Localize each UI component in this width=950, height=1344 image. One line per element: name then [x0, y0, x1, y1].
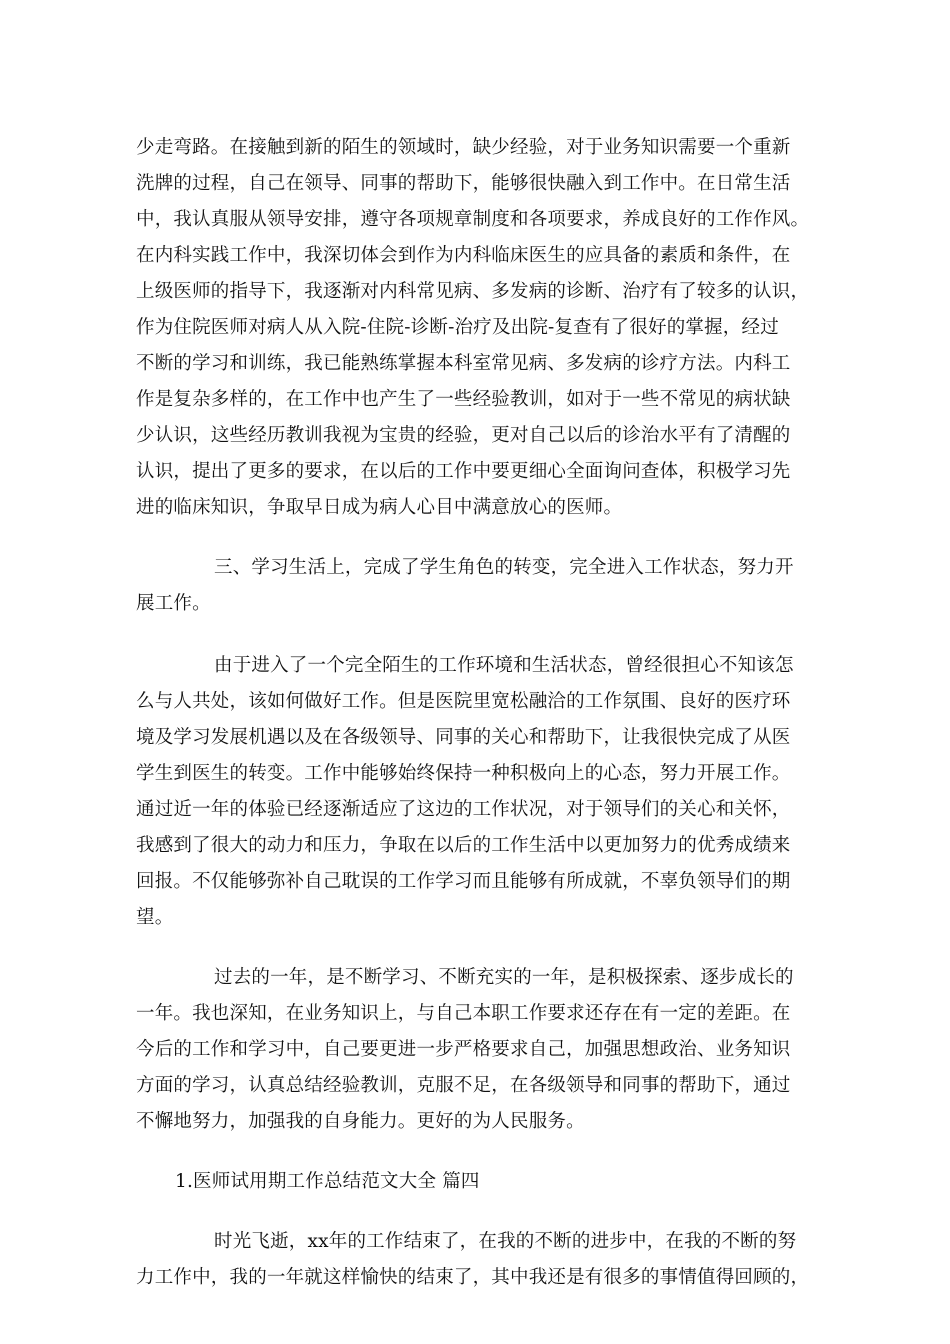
paragraph-line: 作为住院医师对病人从入院-住院-诊断-治疗及出院-复查有了很好的掌握，经过 [136, 317, 779, 338]
paragraph-line: 么与人共处，该如何做好工作。但是医院里宽松融洽的工作氛围、良好的医疗环 [136, 691, 791, 712]
paragraph-line: 望。 [136, 907, 174, 928]
paragraph-line: 作是复杂多样的，在工作中也产生了一些经验教训，如对于一些不常见的病状缺 [136, 389, 791, 410]
paragraph-line: 今后的工作和学习中，自己要更进一步严格要求自己，加强思想政治、业务知识 [136, 1039, 791, 1060]
paragraph-line: 回报。不仅能够弥补自己耽误的工作学习而且能够有所成就，不辜负领导们的期 [136, 871, 791, 892]
paragraph-line: 过去的一年，是不断学习、不断充实的一年，是积极探索、逐步成长的 [214, 967, 794, 988]
paragraph-line: 学生到医生的转变。工作中能够始终保持一种积极向上的心态，努力开展工作。 [136, 763, 791, 784]
paragraph-line: 一年。我也深知，在业务知识上，与自己本职工作要求还存在有一定的差距。在 [136, 1003, 791, 1024]
paragraph-line: 时光飞逝，xx年的工作结束了，在我的不断的进步中，在我的不断的努 [214, 1231, 797, 1252]
article-heading: 1.医师试用期工作总结范文大全 篇四 [175, 1171, 480, 1192]
paragraph-line: 在内科实践工作中，我深切体会到作为内科临床医生的应具备的素质和条件，在 [136, 245, 791, 266]
paragraph-line: 上级医师的指导下，我逐渐对内科常见病、多发病的诊断、治疗有了较多的认识， [136, 281, 810, 302]
paragraph-line: 中，我认真服从领导安排，遵守各项规章制度和各项要求，养成良好的工作作风。 [136, 209, 810, 230]
paragraph-line: 进的临床知识，争取早日成为病人心目中满意放心的医师。 [136, 497, 623, 518]
paragraph-line: 由于进入了一个完全陌生的工作环境和生活状态，曾经很担心不知该怎 [214, 655, 794, 676]
paragraph-line: 洗牌的过程，自己在领导、同事的帮助下，能够很快融入到工作中。在日常生活 [136, 173, 791, 194]
paragraph-line: 通过近一年的体验已经逐渐适应了这边的工作状况，对于领导们的关心和关怀， [136, 799, 791, 820]
paragraph-line: 方面的学习，认真总结经验教训，克服不足，在各级领导和同事的帮助下，通过 [136, 1075, 791, 1096]
paragraph-line: 不懈地努力，加强我的自身能力。更好的为人民服务。 [136, 1111, 585, 1132]
paragraph-line: 我感到了很大的动力和压力，争取在以后的工作生活中以更加努力的优秀成绩来 [136, 835, 791, 856]
section-heading-line: 三、学习生活上，完成了学生角色的转变，完全进入工作状态，努力开 [214, 557, 794, 578]
paragraph-line: 不断的学习和训练，我已能熟练掌握本科室常见病、多发病的诊疗方法。内科工 [136, 353, 791, 374]
paragraph-line: 认识，提出了更多的要求，在以后的工作中要更细心全面询问查体，积极学习先 [136, 461, 791, 482]
paragraph-line: 少走弯路。在接触到新的陌生的领域时，缺少经验，对于业务知识需要一个重新 [136, 137, 791, 158]
paragraph-line: 力工作中，我的一年就这样愉快的结束了，其中我还是有很多的事情值得回顾的， [136, 1267, 810, 1288]
paragraph-line: 境及学习发展机遇以及在各级领导、同事的关心和帮助下，让我很快完成了从医 [136, 727, 791, 748]
section-heading-line: 展工作。 [136, 593, 211, 614]
paragraph-line: 少认识，这些经历教训我视为宝贵的经验，更对自己以后的诊治水平有了清醒的 [136, 425, 791, 446]
